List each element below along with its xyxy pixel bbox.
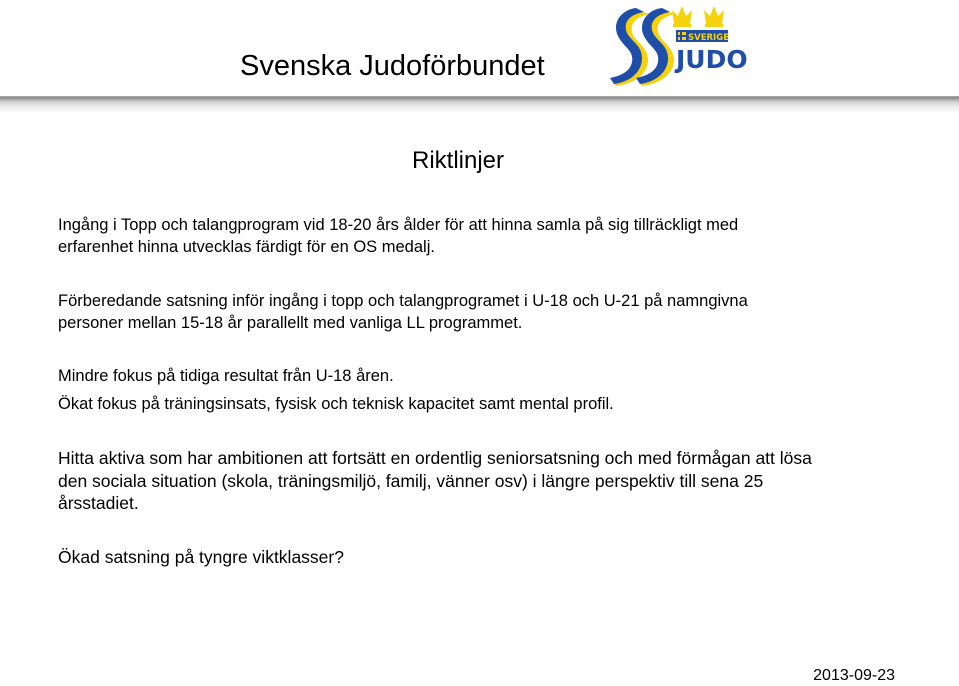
sverige-judo-logo [612,2,748,88]
paragraph-line: Hitta aktiva som har ambitionen att fortsätt en ordentlig seniorsatsning och med förmågan att lösa [58,448,812,468]
paragraph-weight-classes [58,546,344,569]
paragraph-line: erfarenhet hinna utvecklas färdigt för en OS medalj. [58,238,435,256]
paragraph-line: Ingång i Topp och talangprogram vid 18-20 års ålder för att hinna samla på sig tillräckligt med [58,216,739,234]
paragraph-line: personer mellan 15-18 år parallellt med vanliga LL programmet. [58,314,523,332]
paragraph-line: Mindre fokus på tidiga resultat från U-18 åren. [58,367,394,385]
paragraph-line: Ökad satsning på tyngre viktklasser? [58,547,344,567]
crown-icon-left [672,6,692,27]
logo-text-sverige: SVERIGE [688,33,729,43]
slide-date: 2013-09-23 [813,667,895,684]
logo-text-judo: JUDO [676,45,748,74]
paragraph-line: Ökat fokus på träningsinsats, fysisk och teknisk kapacitet samt mental profil. [58,395,614,413]
paragraph-line: den sociala situation (skola, träningsmiljö, familj, vänner osv) i längre perspektiv till sena 25 [58,470,764,491]
logo-graphic [612,2,748,88]
header-divider [0,96,959,113]
paragraph-ambition [58,447,812,515]
crown-icon-right [704,6,724,27]
paragraph-entry-age [58,214,738,258]
organization-title: Svenska Judoförbundet [240,50,545,82]
paragraph-line: årsstadiet. [58,493,139,513]
paragraph-line: Förberedande satsning inför ingång i topp och talangprogramet i U-18 och U-21 på namngivna [58,292,748,310]
paragraph-preparation [58,290,748,334]
slide-title: Riktlinjer [411,147,504,174]
paragraph-focus [58,365,614,415]
